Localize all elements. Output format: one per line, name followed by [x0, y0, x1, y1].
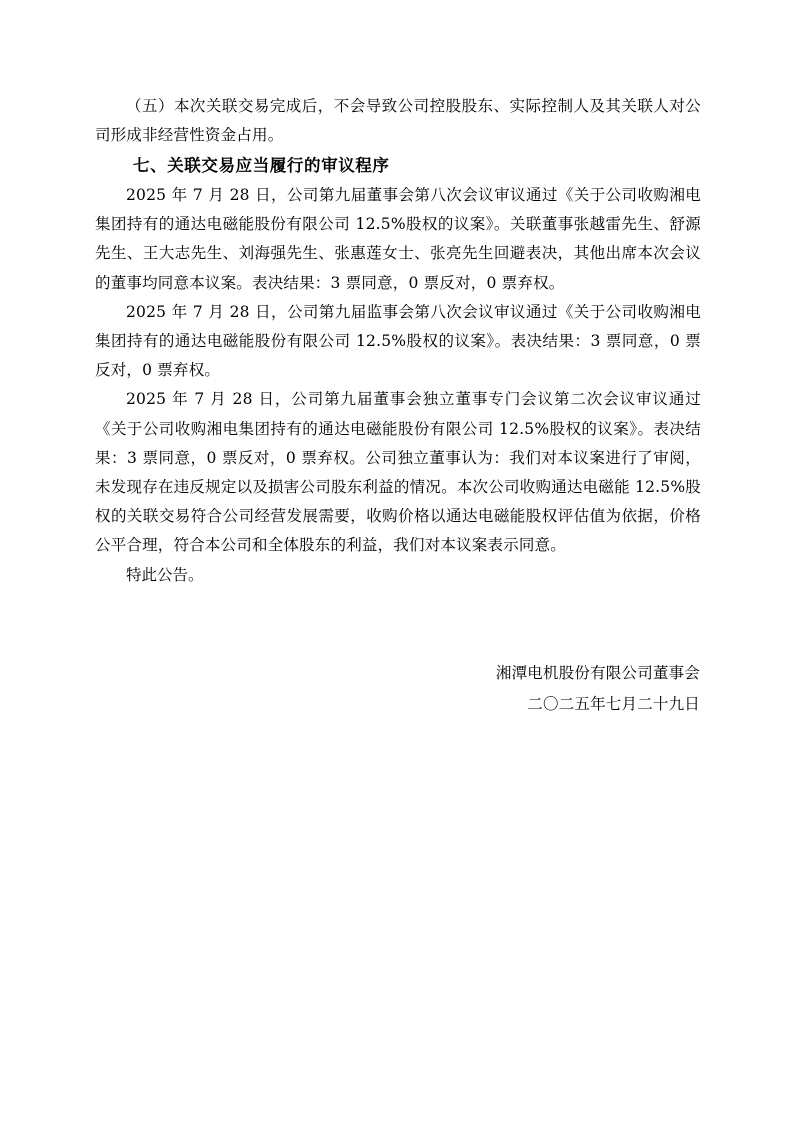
- signature-company: 湘潭电机股份有限公司董事会: [495, 664, 700, 682]
- closing-statement: 特此公告。: [126, 565, 204, 584]
- paragraph-item-5: （五）本次关联交易完成后，不会导致公司控股股东、实际控制人及其关联人对公司形成非经营性资金占用。: [95, 97, 701, 145]
- paragraph-supervisory-resolution: 2025 年 7 月 28 日，公司第九届监事会第八次会议审议通过《关于公司收购湘电集团持有的通达电磁能股份有限公司 12.5%股权的议案》。表决结果：3 票同意，0 票反对，0 票弃权。: [95, 302, 701, 380]
- signature-block: [496, 658, 700, 720]
- document-body: [95, 92, 701, 590]
- signature-date: 二〇二五年七月二十九日: [527, 695, 700, 713]
- paragraph-independent-directors: 2025 年 7 月 28 日，公司第九届董事会独立董事专门会议第二次会议审议通过《关于公司收购湘电集团持有的通达电磁能股份有限公司 12.5%股权的议案》。表决结果：3 票同意，0 票反对，0 票弃权。公司独立董事认为：我们对本议案进行了审阅，未发现存在违反规定以及损害公司股东利益的情况。本次公司收购通达电磁能 12.5%股权的关联交易符合公司经营发展需要，收购价格以通达电磁能股权评估值为依据，价格公平合理，符合本公司和全体股东的利益，我们对本议案表示同意。: [95, 390, 701, 555]
- paragraph-board-resolution: 2025 年 7 月 28 日，公司第九届董事会第八次会议审议通过《关于公司收购湘电集团持有的通达电磁能股份有限公司 12.5%股权的议案》。关联董事张越雷先生、舒源先生、王大志先生、刘海强先生、张惠莲女士、张亮先生回避表决，其他出席本次会议的董事均同意本议案。表决结果：3 票同意，0 票反对，0 票弃权。: [95, 185, 701, 292]
- section-heading: 七、关联交易应当履行的审议程序: [133, 156, 390, 176]
